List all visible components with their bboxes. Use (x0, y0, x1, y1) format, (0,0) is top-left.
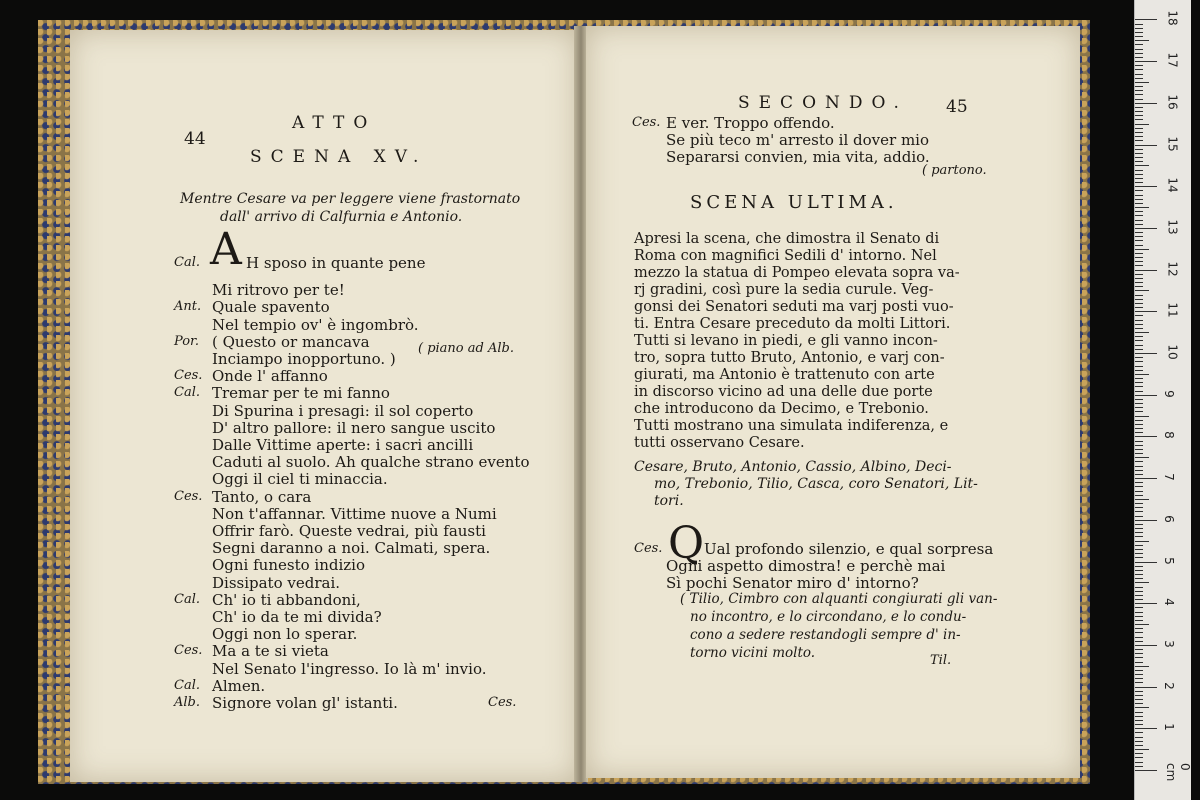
ruler-minor-tick (1135, 720, 1143, 721)
ruler-minor-tick (1135, 674, 1143, 675)
ruler-minor-tick (1135, 495, 1143, 496)
ruler-minor-tick (1135, 482, 1143, 483)
speaker-label: Ces. (634, 541, 663, 556)
ruler-minor-tick (1135, 399, 1143, 400)
ruler-tick (1135, 311, 1157, 312)
ruler-minor-tick (1135, 153, 1143, 154)
speaker-label: Ant. (174, 299, 202, 314)
ruler-minor-tick (1135, 620, 1143, 621)
ruler-label: 3 (1161, 640, 1176, 648)
speaker-label: Por. (174, 334, 199, 349)
drop-capital: A (210, 224, 242, 275)
ruler-minor-tick (1135, 424, 1143, 425)
ruler-minor-tick (1135, 691, 1143, 692)
ruler-minor-tick (1135, 432, 1143, 433)
ruler-minor-tick (1135, 545, 1143, 546)
ruler-minor-tick (1135, 203, 1143, 204)
ruler-minor-tick (1135, 65, 1143, 66)
ruler-minor-tick (1135, 732, 1143, 733)
ruler-minor-tick (1135, 274, 1143, 275)
stage-direction-line: Mentre Cesare va per leggere viene frastornato (180, 191, 521, 207)
dialogue-line: Quale spavento (212, 298, 330, 316)
ruler-minor-tick (1135, 320, 1143, 321)
description-line: in discorso vicino ad una delle due porte (634, 384, 933, 400)
dialogue-line: Oggi il ciel ti minaccia. (212, 470, 388, 488)
dialogue-line: Dalle Vittime aperte: i sacri ancilli (212, 436, 474, 454)
ruler-label: 5 (1161, 557, 1176, 565)
ruler-minor-tick (1135, 86, 1143, 87)
dialogue-line: Di Spurina i presagi: il sol coperto (212, 402, 474, 420)
dialogue-line: Segni daranno a noi. Calmati, spera. (212, 539, 491, 557)
ruler-label: 6 (1161, 515, 1176, 523)
ruler-tick (1135, 353, 1157, 354)
ruler-minor-tick (1135, 119, 1143, 120)
ruler-minor-tick (1135, 132, 1143, 133)
dialogue-line: Ma a te si vieta (212, 642, 329, 660)
ruler-label: 2 (1161, 682, 1176, 690)
description-line: che introducono da Decimo, e Trebonio. (634, 401, 929, 417)
ruler-minor-tick (1135, 69, 1143, 70)
speaker-label: Ces. (174, 643, 203, 658)
dialogue-line: Ogni aspetto dimostra! e perchè mai (666, 557, 946, 575)
ruler-minor-tick (1135, 716, 1143, 717)
ruler-label: 13 (1165, 219, 1180, 235)
ruler-minor-tick (1135, 678, 1143, 679)
ruler-minor-tick (1135, 612, 1143, 613)
ruler-minor-tick (1135, 245, 1143, 246)
description-line: giurati, ma Antonio è trattenuto con arte (634, 367, 935, 383)
right-page (586, 26, 1080, 778)
ruler-minor-tick (1135, 349, 1143, 350)
ruler-minor-tick (1135, 361, 1143, 362)
ruler-minor-tick (1135, 420, 1143, 421)
dialogue-line: Onde l' affanno (212, 367, 328, 385)
ruler-label: 17 (1165, 52, 1180, 68)
ruler-minor-tick (1135, 724, 1143, 725)
dialogue-line: Se più teco m' arresto il dover mio (666, 131, 929, 149)
ruler-minor-tick (1135, 628, 1143, 629)
ruler-minor-tick (1135, 374, 1149, 375)
ruler-minor-tick (1135, 578, 1143, 579)
speaker-label: Cal. (174, 678, 200, 693)
scene-title-right: SCENA ULTIMA. (690, 192, 898, 213)
speaker-label: Cal. (174, 592, 200, 607)
ruler-minor-tick (1135, 282, 1143, 283)
ruler-minor-tick (1135, 261, 1143, 262)
scene-title-left: SCENA XV. (250, 147, 428, 167)
ruler-minor-tick (1135, 457, 1149, 458)
description-line: Tutti si levano in piedi, e gli vanno incon- (634, 333, 938, 349)
ruler-minor-tick (1135, 295, 1143, 296)
ruler-minor-tick (1135, 124, 1149, 125)
ruler-minor-tick (1135, 366, 1143, 367)
ruler-minor-tick (1135, 165, 1149, 166)
speaker-label: Cal. (174, 255, 200, 270)
ruler-minor-tick (1135, 703, 1143, 704)
ruler-minor-tick (1135, 178, 1143, 179)
ruler-minor-tick (1135, 757, 1143, 758)
ruler-tick (1135, 770, 1157, 771)
ruler-minor-tick (1135, 641, 1143, 642)
ruler-minor-tick (1135, 286, 1143, 287)
dialogue-line: Separarsi convien, mia vita, addio. (666, 148, 930, 166)
speaker-label: Ces. (174, 489, 203, 504)
direction-line: ( Tilio, Cimbro con alquanti congiurati gli van- (680, 591, 998, 607)
ruler-minor-tick (1135, 599, 1143, 600)
ruler-minor-tick (1135, 491, 1143, 492)
ruler-minor-tick (1135, 336, 1143, 337)
ruler-minor-tick (1135, 749, 1149, 750)
ruler-minor-tick (1135, 240, 1143, 241)
ruler-minor-tick (1135, 220, 1143, 221)
speaker-label: Alb. (174, 695, 200, 710)
ruler-minor-tick (1135, 766, 1143, 767)
ruler-tick (1135, 687, 1157, 688)
running-head-left: ATTO (292, 113, 377, 133)
ruler-tick (1135, 103, 1157, 104)
ruler-minor-tick (1135, 315, 1143, 316)
ruler-minor-tick (1135, 195, 1143, 196)
ruler-minor-tick (1135, 40, 1149, 41)
ruler-minor-tick (1135, 99, 1143, 100)
ruler-tick (1135, 562, 1157, 563)
ruler-minor-tick (1135, 428, 1143, 429)
ruler-minor-tick (1135, 290, 1149, 291)
ruler-minor-tick (1135, 53, 1143, 54)
direction-line: cono a sedere restandogli sempre d' in- (690, 627, 961, 643)
ruler-minor-tick (1135, 211, 1143, 212)
dialogue-line: Tremar per te mi fanno (212, 384, 390, 402)
ruler-minor-tick (1135, 499, 1149, 500)
ruler-minor-tick (1135, 370, 1143, 371)
ruler-minor-tick (1135, 737, 1143, 738)
ruler-minor-tick (1135, 657, 1143, 658)
dialogue-line: Mi ritrovo per te! (212, 281, 345, 299)
ruler-minor-tick (1135, 624, 1149, 625)
ruler-minor-tick (1135, 695, 1143, 696)
catchword-right: Til. (930, 653, 952, 668)
ruler-minor-tick (1135, 712, 1143, 713)
ruler-minor-tick (1135, 587, 1143, 588)
dialogue-line: Nel tempio ov' è ingombrò. (212, 316, 419, 334)
ruler-tick (1135, 436, 1157, 437)
ruler-minor-tick (1135, 24, 1143, 25)
ruler-minor-tick (1135, 174, 1143, 175)
ruler-minor-tick (1135, 128, 1143, 129)
ruler-minor-tick (1135, 236, 1143, 237)
ruler-minor-tick (1135, 416, 1149, 417)
ruler-tick (1135, 61, 1157, 62)
ruler-minor-tick (1135, 528, 1143, 529)
ruler-label: 9 (1161, 390, 1176, 398)
ruler-minor-tick (1135, 441, 1143, 442)
ruler-minor-tick (1135, 391, 1143, 392)
ruler-minor-tick (1135, 553, 1143, 554)
left-page (70, 30, 578, 782)
direction-line: no incontro, e lo circondano, e lo condu- (690, 609, 967, 625)
description-line: tutti osservano Cesare. (634, 435, 805, 451)
dialogue-line: Dissipato vedrai. (212, 574, 341, 592)
ruler-minor-tick (1135, 670, 1143, 671)
ruler-minor-tick (1135, 345, 1143, 346)
ruler-minor-tick (1135, 607, 1143, 608)
description-line: gonsi dei Senatori seduti ma varj posti vuo- (634, 299, 954, 315)
ruler-minor-tick (1135, 595, 1143, 596)
ruler-minor-tick (1135, 170, 1143, 171)
ruler-minor-tick (1135, 136, 1143, 137)
ruler-minor-tick (1135, 44, 1143, 45)
dialogue-line: ( Questo or mancava (212, 333, 370, 351)
ruler-tick (1135, 395, 1157, 396)
ruler-minor-tick (1135, 307, 1143, 308)
ruler-minor-tick (1135, 532, 1143, 533)
ruler-minor-tick (1135, 303, 1143, 304)
ruler-minor-tick (1135, 591, 1143, 592)
page-number-left: 44 (184, 129, 206, 149)
ruler-minor-tick (1135, 157, 1143, 158)
exit-note: ( partono. (922, 163, 987, 178)
description-line: mezzo la statua di Pompeo elevata sopra va- (634, 265, 960, 281)
ruler-minor-tick (1135, 466, 1143, 467)
ruler-minor-tick (1135, 449, 1143, 450)
ruler-minor-tick (1135, 403, 1143, 404)
dialogue-line: Ch' io ti abbandoni, (212, 591, 361, 609)
ruler-label: 15 (1165, 136, 1180, 152)
ruler-minor-tick (1135, 453, 1143, 454)
ruler-minor-tick (1135, 278, 1143, 279)
ruler-minor-tick (1135, 557, 1143, 558)
ruler-label: 7 (1161, 473, 1176, 481)
ruler-minor-tick (1135, 753, 1143, 754)
measurement-ruler (1134, 0, 1191, 800)
ruler-minor-tick (1135, 74, 1143, 75)
ruler-minor-tick (1135, 653, 1143, 654)
ruler-tick (1135, 478, 1157, 479)
ruler-minor-tick (1135, 253, 1143, 254)
ruler-minor-tick (1135, 161, 1143, 162)
dialogue-line: Almen. (212, 677, 266, 695)
dialogue-line: Non t'affannar. Vittime nuove a Numi (212, 505, 497, 523)
ruler-minor-tick (1135, 524, 1143, 525)
ruler-minor-tick (1135, 328, 1143, 329)
ruler-minor-tick (1135, 232, 1143, 233)
page-number-right: 45 (946, 97, 968, 117)
ruler-label: 11 (1165, 302, 1180, 318)
ruler-minor-tick (1135, 570, 1143, 571)
ruler-label: 16 (1165, 94, 1180, 110)
ruler-minor-tick (1135, 299, 1143, 300)
ruler-tick (1135, 186, 1157, 187)
ruler-minor-tick (1135, 707, 1149, 708)
ruler-minor-tick (1135, 582, 1149, 583)
dialogue-line: Nel Senato l'ingresso. Io là m' invio. (212, 660, 487, 678)
ruler-minor-tick (1135, 224, 1143, 225)
dialogue-line: Offrir farò. Queste vedrai, più fausti (212, 522, 486, 540)
running-head-right: SECONDO. (738, 93, 908, 113)
ruler-minor-tick (1135, 265, 1143, 266)
ruler-tick (1135, 603, 1157, 604)
ruler-minor-tick (1135, 140, 1143, 141)
ruler-label: 4 (1161, 598, 1176, 606)
dialogue-line: D' altro pallore: il nero sangue uscito (212, 419, 496, 437)
ruler-minor-tick (1135, 470, 1143, 471)
dialogue-line: H sposo in quante pene (246, 254, 426, 272)
ruler-tick (1135, 19, 1157, 20)
ruler-minor-tick (1135, 78, 1143, 79)
ruler-minor-tick (1135, 649, 1143, 650)
description-line: Roma con magnifici Sedili d' intorno. Nel (634, 248, 937, 264)
ruler-minor-tick (1135, 199, 1143, 200)
ruler-minor-tick (1135, 49, 1143, 50)
ruler-minor-tick (1135, 340, 1143, 341)
ruler-label: 18 (1165, 10, 1180, 26)
ruler-minor-tick (1135, 36, 1143, 37)
ruler-minor-tick (1135, 249, 1149, 250)
ruler-minor-tick (1135, 28, 1143, 29)
ruler-minor-tick (1135, 511, 1143, 512)
ruler-minor-tick (1135, 474, 1143, 475)
ruler-minor-tick (1135, 745, 1143, 746)
ruler-minor-tick (1135, 411, 1143, 412)
ruler-minor-tick (1135, 616, 1143, 617)
dialogue-line: E ver. Troppo offendo. (666, 114, 835, 132)
ruler-minor-tick (1135, 115, 1143, 116)
speaker-label: Ces. (632, 115, 661, 130)
ruler-minor-tick (1135, 57, 1143, 58)
ruler-minor-tick (1135, 662, 1143, 663)
cast-line: mo, Trebonio, Tilio, Casca, coro Senatori, Lit- (654, 476, 978, 492)
dialogue-line: Sì pochi Senator miro d' intorno? (666, 574, 919, 592)
ruler-minor-tick (1135, 82, 1149, 83)
catchword-left: Ces. (488, 695, 517, 710)
ruler-minor-tick (1135, 324, 1143, 325)
dialogue-line: Caduti al suolo. Ah qualche strano evento (212, 453, 530, 471)
dialogue-line: Tanto, o cara (212, 488, 312, 506)
description-line: ti. Entra Cesare preceduto da molti Littori. (634, 316, 951, 332)
ruler-label: 14 (1165, 177, 1180, 193)
ruler-minor-tick (1135, 407, 1143, 408)
description-line: tro, sopra tutto Bruto, Antonio, e varj con- (634, 350, 945, 366)
ruler-minor-tick (1135, 32, 1143, 33)
ruler-label: 0 cm (1164, 763, 1192, 782)
ruler-minor-tick (1135, 107, 1143, 108)
ruler-tick (1135, 728, 1157, 729)
direction-line: torno vicini molto. (690, 645, 816, 661)
ruler-tick (1135, 270, 1157, 271)
ruler-minor-tick (1135, 541, 1149, 542)
ruler-label: 8 (1161, 431, 1176, 439)
cast-line: tori. (654, 493, 684, 509)
dialogue-line: Ogni funesto indizio (212, 556, 365, 574)
ruler-minor-tick (1135, 632, 1143, 633)
ruler-minor-tick (1135, 486, 1143, 487)
ruler-tick (1135, 145, 1157, 146)
dialogue-line: Oggi non lo sperar. (212, 625, 358, 643)
ruler-minor-tick (1135, 378, 1143, 379)
ruler-tick (1135, 520, 1157, 521)
ruler-minor-tick (1135, 682, 1143, 683)
ruler-tick (1135, 645, 1157, 646)
ruler-minor-tick (1135, 503, 1143, 504)
ruler-minor-tick (1135, 332, 1149, 333)
ruler-minor-tick (1135, 357, 1143, 358)
dialogue-line: Inciampo inopportuno. ) (212, 350, 396, 368)
ruler-label: 10 (1165, 344, 1180, 360)
stage-direction-line: dall' arrivo di Calfurnia e Antonio. (220, 209, 463, 225)
drop-capital: Q (668, 518, 705, 569)
ruler-minor-tick (1135, 111, 1143, 112)
description-line: Tutti mostrano una simulata indiferenza, e (634, 418, 949, 434)
ruler-minor-tick (1135, 574, 1143, 575)
speaker-label: Ces. (174, 368, 203, 383)
ruler-minor-tick (1135, 637, 1143, 638)
ruler-minor-tick (1135, 516, 1143, 517)
ruler-minor-tick (1135, 445, 1143, 446)
cast-line: Cesare, Bruto, Antonio, Cassio, Albino, Deci- (634, 459, 952, 475)
ruler-minor-tick (1135, 699, 1143, 700)
ruler-minor-tick (1135, 666, 1149, 667)
description-line: Apresi la scena, che dimostra il Senato di (634, 231, 940, 247)
ruler-minor-tick (1135, 190, 1143, 191)
ruler-label: 1 (1161, 723, 1176, 731)
ruler-minor-tick (1135, 741, 1143, 742)
description-line: rj gradini, così pure la sedia curule. Veg- (634, 282, 934, 298)
ruler-minor-tick (1135, 182, 1143, 183)
dialogue-line: Ch' io da te mi divida? (212, 608, 382, 626)
ruler-minor-tick (1135, 90, 1143, 91)
aside-note: ( piano ad Alb. (418, 341, 514, 356)
ruler-minor-tick (1135, 507, 1143, 508)
ruler-minor-tick (1135, 149, 1143, 150)
ruler-minor-tick (1135, 536, 1143, 537)
ruler-minor-tick (1135, 549, 1143, 550)
ruler-minor-tick (1135, 566, 1143, 567)
ruler-minor-tick (1135, 382, 1143, 383)
ruler-minor-tick (1135, 386, 1143, 387)
ruler-minor-tick (1135, 461, 1143, 462)
ruler-minor-tick (1135, 94, 1143, 95)
ruler-minor-tick (1135, 215, 1143, 216)
ruler-tick (1135, 228, 1157, 229)
ruler-minor-tick (1135, 207, 1149, 208)
dialogue-line: Ual profondo silenzio, e qual sorpresa (704, 540, 994, 558)
ruler-minor-tick (1135, 762, 1143, 763)
speaker-label: Cal. (174, 385, 200, 400)
ruler-minor-tick (1135, 257, 1143, 258)
dialogue-line: Signore volan gl' istanti. (212, 694, 398, 712)
ruler-label: 12 (1165, 261, 1180, 277)
